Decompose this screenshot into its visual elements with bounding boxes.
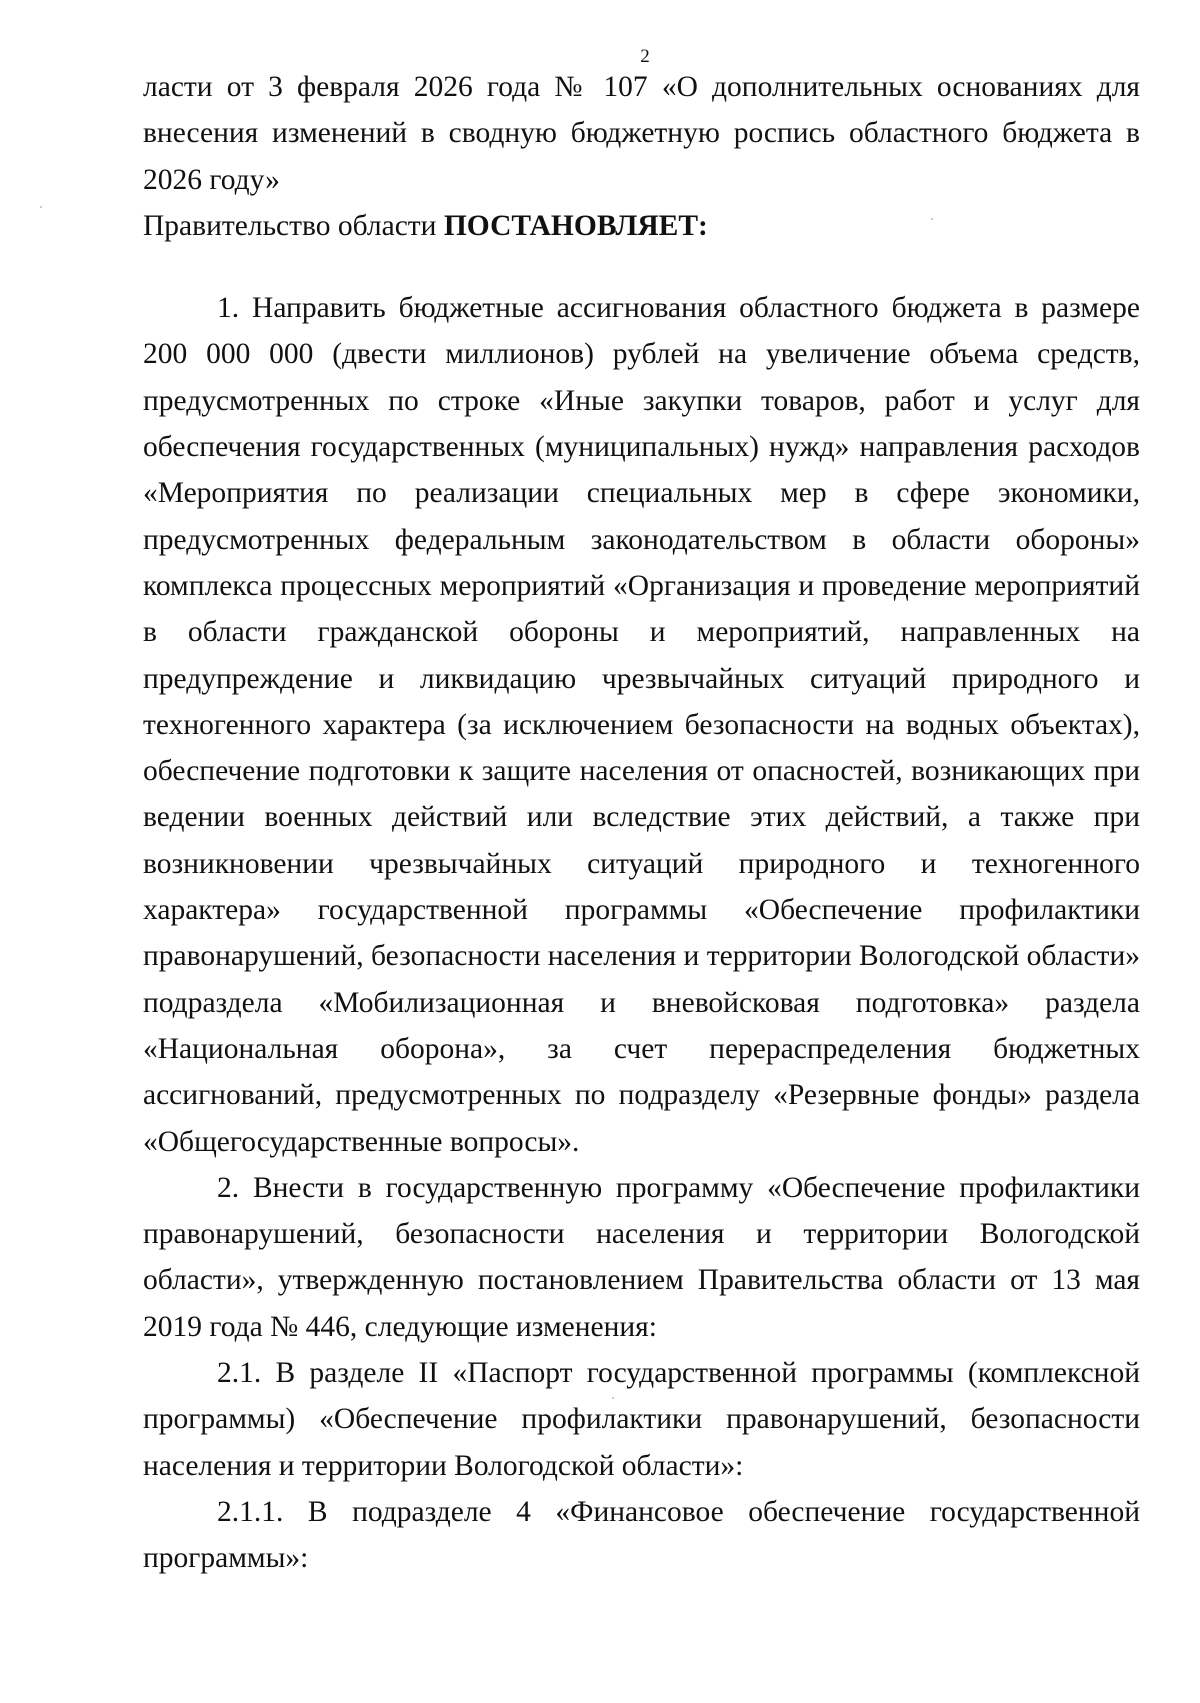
- page-number: 2: [640, 46, 650, 67]
- document-body: [143, 64, 1140, 1582]
- scan-speck: [612, 1397, 614, 1399]
- intro-text: ласти от 3 февраля 2026 года № 107 «О дополнительных основаниях для внесения изменений в сводную бюджетную роспись областного бюджета в 2026 году»: [143, 71, 1140, 196]
- scan-speck: [40, 206, 42, 208]
- paragraph-2-1: 2.1. В разделе II «Паспорт государственной программы (комплексной программы) «Обеспечение профилактики правонарушений, безопасности населения и территории Вологодской области»:: [143, 1357, 1140, 1482]
- resolution-lead: Правительство области: [143, 209, 437, 242]
- resolution-word: ПОСТАНОВЛЯЕТ:: [443, 209, 708, 242]
- scan-speck: [931, 218, 933, 220]
- paragraph-2: 2. Внести в государственную программу «Обеспечение профилактики правонарушений, безопасности населения и территории Вологодской области», утвержденную постановлением Правительства области от 13 мая 2019 года № 446, следующие изменения:: [143, 1171, 1140, 1343]
- intro-paragraph: [143, 64, 1140, 249]
- paragraph-spacer: [143, 249, 1140, 285]
- paragraph-1: 1. Направить бюджетные ассигнования областного бюджета в размере 200 000 000 (двести миллионов) рублей на увеличение объема средств, предусмотренных по строке «Иные закупки товаров, работ и услуг для обеспечения государственных (муниципальных) нужд» направления расходов «Мероприятия по реализации специальных мер в сфере экономики, предусмотренных федеральным законодательством в области обороны» комплекса процессных мероприятий «Организация и проведение мероприятий в области гражданской обороны и мероприятий, направленных на предупреждение и ликвидацию чрезвычайных ситуаций природного и техногенного характера (за исключением безопасности на водных объектах), обеспечение подготовки к защите населения от опасностей, возникающих при ведении военных действий или вследствие этих действий, а также при возникновении чрезвычайных ситуаций природного и техногенного характера» государственной программы «Обеспечение профилактики правонарушений, безопасности населения и территории Вологодской области» подраздела «Мобилизационная и вневойсковая подготовка» раздела «Национальная оборона», за счет перераспределения бюджетных ассигнований, предусмотренных по подразделу «Резервные фонды» раздела «Общегосударственные вопросы».: [143, 292, 1140, 1158]
- paragraph-2-1-1: 2.1.1. В подразделе 4 «Финансовое обеспечение государственной программы»:: [143, 1495, 1140, 1575]
